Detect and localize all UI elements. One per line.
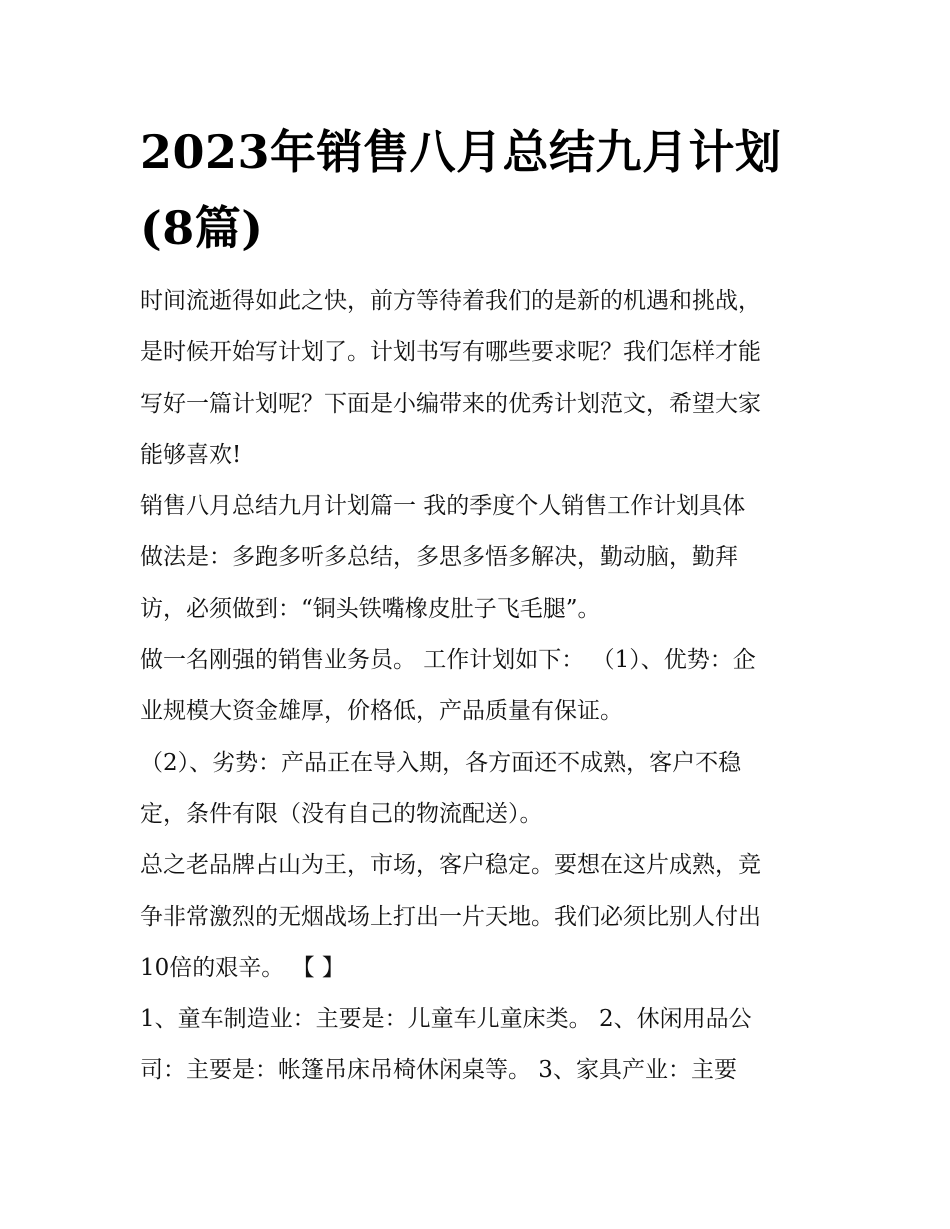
paragraph-line: （2）、劣势：产品正在导入期，各方面还不成熟，客户不稳 bbox=[140, 749, 742, 776]
paragraph-line: 业规模大资金雄厚，价格低，产品质量有保证。 bbox=[140, 698, 623, 725]
list-line: 1、童车制造业：主要是：儿童车儿童床类。 2、休闲用品公 bbox=[140, 1006, 752, 1033]
paragraph-line: 定，条件有限（没有自己的物流配送）。 bbox=[140, 800, 543, 827]
paragraph-line: 访，必须做到：“铜头铁嘴橡皮肚子飞毛腿”。 bbox=[140, 595, 601, 622]
paragraph-line: 争非常激烈的无烟战场上打出一片天地。我们必须比别人付出 bbox=[140, 903, 761, 930]
paragraph-line: 10倍的艰辛。 【 】 bbox=[140, 954, 345, 981]
intro-line: 能够喜欢! bbox=[140, 441, 242, 468]
paragraph-line: 做法是：多跑多听多总结，多思多悟多解决，勤动脑，勤拜 bbox=[140, 544, 738, 571]
intro-line: 是时候开始写计划了。计划书写有哪些要求呢？我们怎样才能 bbox=[140, 339, 761, 366]
paragraph-line: 做一名刚强的销售业务员。 工作计划如下： （1）、优势：企 bbox=[140, 647, 756, 674]
title-line: 2023年销售八月总结九月计划 bbox=[140, 125, 782, 179]
paragraph-line: 总之老品牌占山为王，市场，客户稳定。要想在这片成熟，竞 bbox=[140, 852, 761, 879]
document-body bbox=[140, 276, 820, 1097]
title-line: (8篇) bbox=[140, 201, 264, 255]
intro-line: 时间流逝得如此之快，前方等待着我们的是新的机遇和挑战， bbox=[140, 288, 761, 314]
paragraph-line: 销售八月总结九月计划篇一 我的季度个人销售工作计划具体 bbox=[140, 493, 746, 520]
document-title bbox=[140, 114, 840, 266]
list-line: 司：主要是：帐篷吊床吊椅休闲桌等。 3、家具产业：主要 bbox=[140, 1057, 737, 1084]
intro-line: 写好一篇计划呢？下面是小编带来的优秀计划范文，希望大家 bbox=[140, 390, 761, 417]
